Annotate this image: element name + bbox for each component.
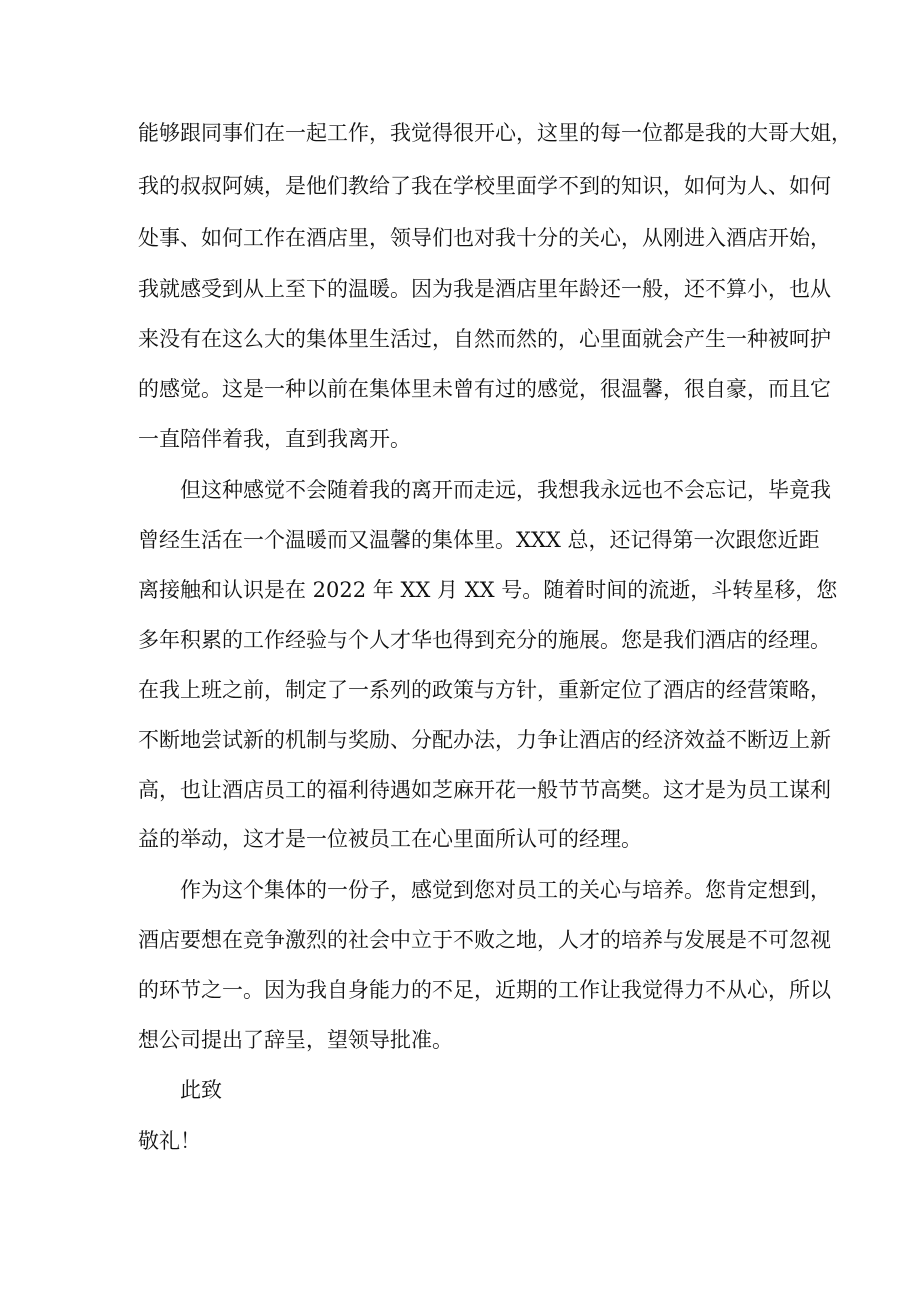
paragraph-2-line-3: 离接触和认识是在 2022 年 XX 月 XX 号。随着时间的流逝，斗转星移，您 xyxy=(138,578,838,602)
paragraph-3-line-2: 酒店要想在竞争激烈的社会中立于不败之地，人才的培养与发展是不可忽视 xyxy=(138,928,831,952)
paragraph-3-line-3: 的环节之一。因为我自身能力的不足，近期的工作让我觉得力不从心，所以 xyxy=(138,978,831,1002)
paragraph-3-line-4: 想公司提出了辞呈，望领导批准。 xyxy=(138,1028,453,1052)
paragraph-2-line-5: 在我上班之前，制定了一系列的政策与方针，重新定位了酒店的经营策略， xyxy=(138,678,831,702)
paragraph-2-line-6: 不断地尝试新的机制与奖励、分配办法，力争让酒店的经济效益不断迈上新 xyxy=(138,728,831,752)
paragraph-1-line-2: 我的叔叔阿姨，是他们教给了我在学校里面学不到的知识，如何为人、如何 xyxy=(138,174,831,198)
paragraph-2-line-2: 曾经生活在一个温暖而又温馨的集体里。XXX 总，还记得第一次跟您近距 xyxy=(138,528,820,552)
paragraph-1-line-1: 能够跟同事们在一起工作，我觉得很开心，这里的每一位都是我的大哥大姐， xyxy=(138,121,852,145)
paragraph-1-line-7: 一直陪伴着我，直到我离开。 xyxy=(138,427,411,451)
paragraph-1-line-6: 的感觉。这是一种以前在集体里未曾有过的感觉，很温馨，很自豪，而且它 xyxy=(138,377,831,401)
salutation-text: 敬礼！ xyxy=(138,1129,201,1153)
paragraph-2-line-4: 多年积累的工作经验与个人才华也得到充分的施展。您是我们酒店的经理。 xyxy=(138,628,831,652)
paragraph-2-line-7: 高，也让酒店员工的福利待遇如芝麻开花一般节节高樊。这才是为员工谋利 xyxy=(138,778,831,802)
closing-text: 此致 xyxy=(180,1078,222,1102)
paragraph-3-line-1: 作为这个集体的一份子，感觉到您对员工的关心与培养。您肯定想到， xyxy=(180,878,831,902)
paragraph-2-line-1: 但这种感觉不会随着我的离开而走远，我想我永远也不会忘记，毕竟我 xyxy=(180,478,831,502)
paragraph-2-line-8: 益的举动，这才是一位被员工在心里面所认可的经理。 xyxy=(138,827,642,851)
paragraph-1-line-3: 处事、如何工作在酒店里，领导们也对我十分的关心，从刚进入酒店开始， xyxy=(138,226,831,250)
paragraph-1-line-4: 我就感受到从上至下的温暖。因为我是酒店里年龄还一般，还不算小，也从 xyxy=(138,277,831,301)
paragraph-1-line-5: 来没有在这么大的集体里生活过，自然而然的，心里面就会产生一种被呵护 xyxy=(138,327,831,351)
